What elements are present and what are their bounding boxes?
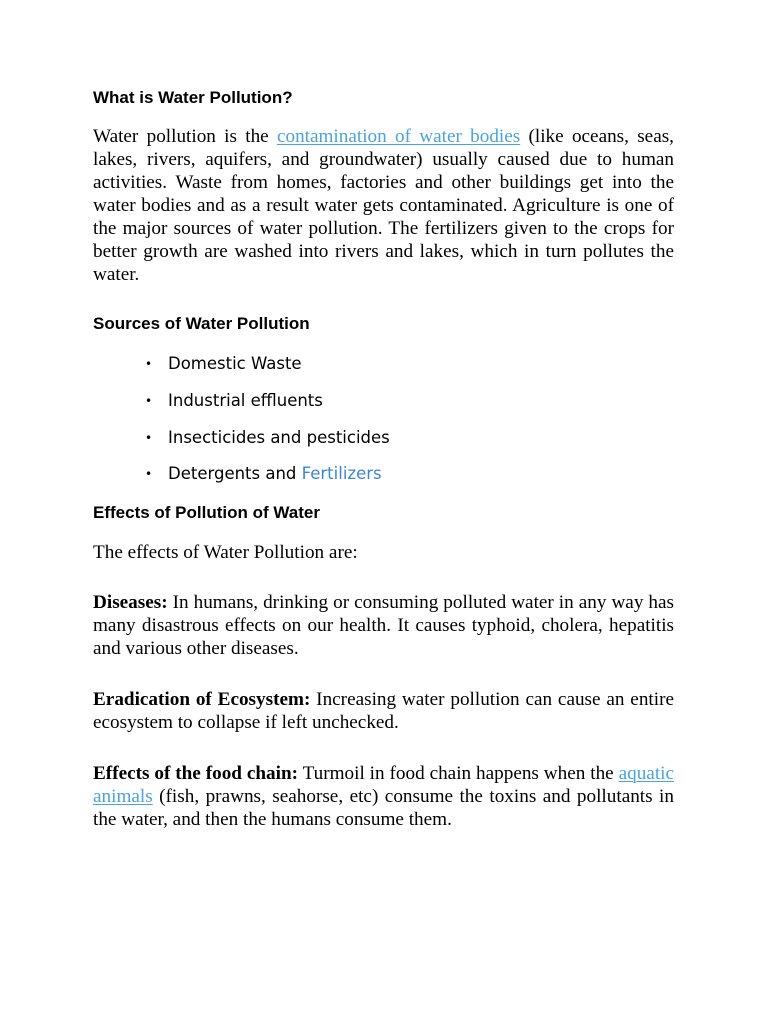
ecosystem-label: Eradication of Ecosystem: <box>93 689 311 710</box>
list-item-text: Insecticides and pesticides <box>168 428 390 447</box>
diseases-text: In humans, drinking or consuming polluted water in any way has many disastrous effects on our health. It causes typhoid, cholera, hepatitis and various other diseases. <box>93 592 674 659</box>
bullet-icon: • <box>145 431 153 445</box>
section-heading-effects: Effects of Pollution of Water <box>93 503 320 522</box>
aquatic-animals-link[interactable]: aquatic animals <box>93 763 674 807</box>
bullet-icon: • <box>145 394 153 408</box>
ecosystem-text: Increasing water pollution can cause an entire ecosystem to collapse if left unchecked. <box>93 689 674 733</box>
section-heading-sources: Sources of Water Pollution <box>93 314 310 333</box>
food-chain-text-end: (fish, prawns, seahorse, etc) consume the toxins and pollutants in the water, and then the humans consume them. <box>93 786 674 830</box>
intro-text-start: Water pollution is the <box>93 126 277 147</box>
contamination-link[interactable]: contamination of water bodies <box>276 126 521 147</box>
bullet-icon: • <box>145 467 153 481</box>
fertilizers-link[interactable]: Fertilizers <box>301 464 382 483</box>
list-item-text <box>168 463 382 485</box>
intro-paragraph <box>93 125 674 286</box>
effects-intro: The effects of Water Pollution are: <box>93 542 358 563</box>
list-item-text-start: Detergents and <box>168 464 302 483</box>
ecosystem-paragraph <box>93 688 674 734</box>
food-chain-paragraph <box>93 762 674 831</box>
intro-text-end: (like oceans, seas, lakes, rivers, aquifers, and groundwater) usually caused due to human activities. Waste from homes, factories and other buildings get into the water bodies and as a result water gets contaminated. Agriculture is one of the major sources of water pollution. The fertilizers given to the crops for better growth are washed into rivers and lakes, which in turn pollutes the water. <box>93 126 674 285</box>
section-heading-what-is-water-pollution: What is Water Pollution? <box>93 88 293 107</box>
food-chain-text-start: Turmoil in food chain happens when the <box>298 763 619 784</box>
food-chain-label: Effects of the food chain: <box>93 763 299 784</box>
diseases-label: Diseases: <box>93 592 168 613</box>
list-item-text: Domestic Waste <box>168 354 302 373</box>
diseases-paragraph <box>93 591 674 660</box>
bullet-icon: • <box>145 357 153 371</box>
list-item-text: Industrial effluents <box>168 391 323 410</box>
